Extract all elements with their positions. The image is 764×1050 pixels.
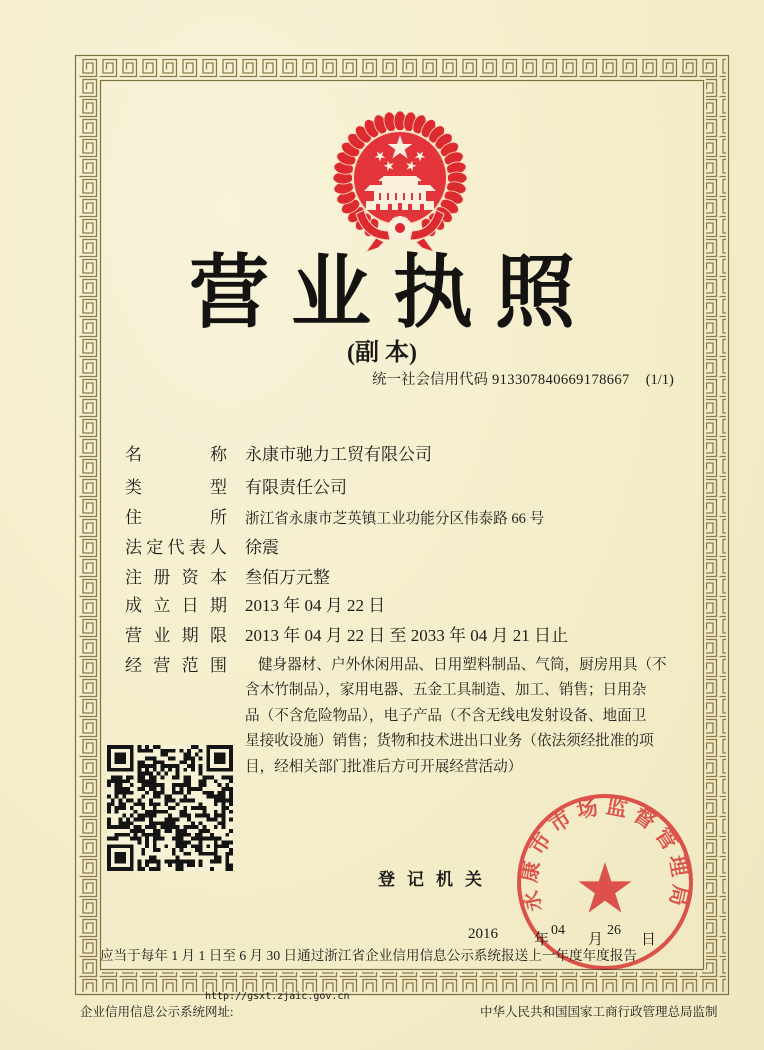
label-char: 住 [125, 508, 142, 527]
field-value-address: 浙江省永康市芝英镇工业功能分区伟泰路 66 号 [245, 511, 545, 527]
label-char: 营 [125, 626, 142, 645]
scope-line: 含木竹制品），家用电器、五金工具制造、加工、销售；日用杂 [245, 682, 647, 699]
date-year-unit: 年 [534, 932, 550, 948]
document-title: 营业执照 [189, 250, 597, 338]
label-char: 经 [125, 656, 142, 675]
label-char: 范 [181, 656, 199, 675]
credit-code-label: 统一社会信用代码 [372, 372, 488, 388]
field-label-legal-rep [125, 537, 227, 559]
scope-line: 健身器材、户外休闲用品、日用塑料制品、气筒，厨房用具（不 [258, 657, 667, 673]
label-char: 资 [181, 568, 199, 587]
label-char: 期 [209, 596, 227, 615]
date-month: 04 [551, 923, 565, 938]
star-icon [578, 862, 631, 913]
label-char: 期 [181, 626, 199, 645]
label-char: 所 [210, 508, 227, 527]
date-year: 2016 [468, 926, 498, 942]
label-char: 营 [153, 656, 171, 675]
website-url: http://gsxt.zjaic.gov.cn [205, 991, 350, 1002]
credit-code: 913307840669178667 [492, 372, 630, 388]
field-value-name: 永康市驰力工贸有限公司 [245, 445, 432, 464]
field-label-type [125, 477, 227, 499]
scope-line: 星接收设施）销售；货物和技术进出口业务（依法须经批准的项 [245, 733, 654, 750]
label-char: 法 [125, 538, 142, 557]
label-char: 名 [125, 445, 142, 464]
date-day-unit: 日 [641, 932, 657, 948]
registration-authority-label: 登记机关 [378, 870, 494, 889]
label-char: 注 [125, 568, 142, 587]
label-char: 册 [153, 568, 171, 587]
label-char: 业 [153, 626, 171, 645]
label-char: 类 [125, 478, 142, 497]
business-scope [245, 653, 667, 780]
label-char: 称 [210, 445, 227, 464]
supervisor-note: 中华人民共和国国家工商行政管理总局监制 [480, 1005, 718, 1019]
field-label-name [125, 444, 227, 466]
label-char: 型 [210, 478, 227, 497]
label-char: 限 [209, 626, 227, 645]
field-label-address [125, 507, 227, 529]
date-day: 26 [607, 923, 621, 938]
label-char: 日 [181, 596, 199, 615]
field-label-scope [125, 655, 227, 677]
field-value-term: 2013 年 04 月 22 日 至 2033 年 04 月 21 日止 [245, 626, 568, 645]
label-char: 定 [146, 538, 164, 557]
credit-code-line [372, 370, 674, 390]
field-label-established [125, 595, 227, 617]
label-char: 代 [167, 538, 185, 557]
label-char: 围 [209, 656, 227, 675]
field-label-capital [125, 567, 227, 589]
field-value-established: 2013 年 04 月 22 日 [245, 596, 386, 615]
label-char: 表 [188, 538, 206, 557]
annual-report-notice: 应当于每年 1 月 1 日至 6 月 30 日通过浙江省企业信用信息公示系统报送上一年度年度报告 [100, 948, 637, 963]
field-value-capital: 叁佰万元整 [245, 568, 330, 587]
copy-index: (1/1) [645, 372, 674, 388]
date-month-unit: 月 [588, 932, 604, 948]
scope-line: 品（不含危险物品），电子产品（不含无线电发射设备、地面卫 [245, 707, 647, 724]
field-value-legal-rep: 徐震 [245, 538, 279, 557]
website-label: 企业信用信息公示系统网址: [80, 1005, 234, 1019]
seal-text: 永康市市场监督管理局 [516, 794, 694, 915]
copy-type: (副 本) [347, 340, 417, 366]
scope-line: 目，经相关部门批准后方可开展经营活动） [245, 758, 523, 775]
label-char: 人 [210, 538, 227, 557]
field-value-type: 有限责任公司 [245, 478, 347, 497]
label-char: 立 [153, 596, 171, 615]
qr-code [107, 745, 233, 871]
national-emblem-icon [330, 110, 470, 256]
field-label-term [125, 625, 227, 647]
label-char: 本 [209, 568, 227, 587]
label-char: 成 [125, 596, 142, 615]
